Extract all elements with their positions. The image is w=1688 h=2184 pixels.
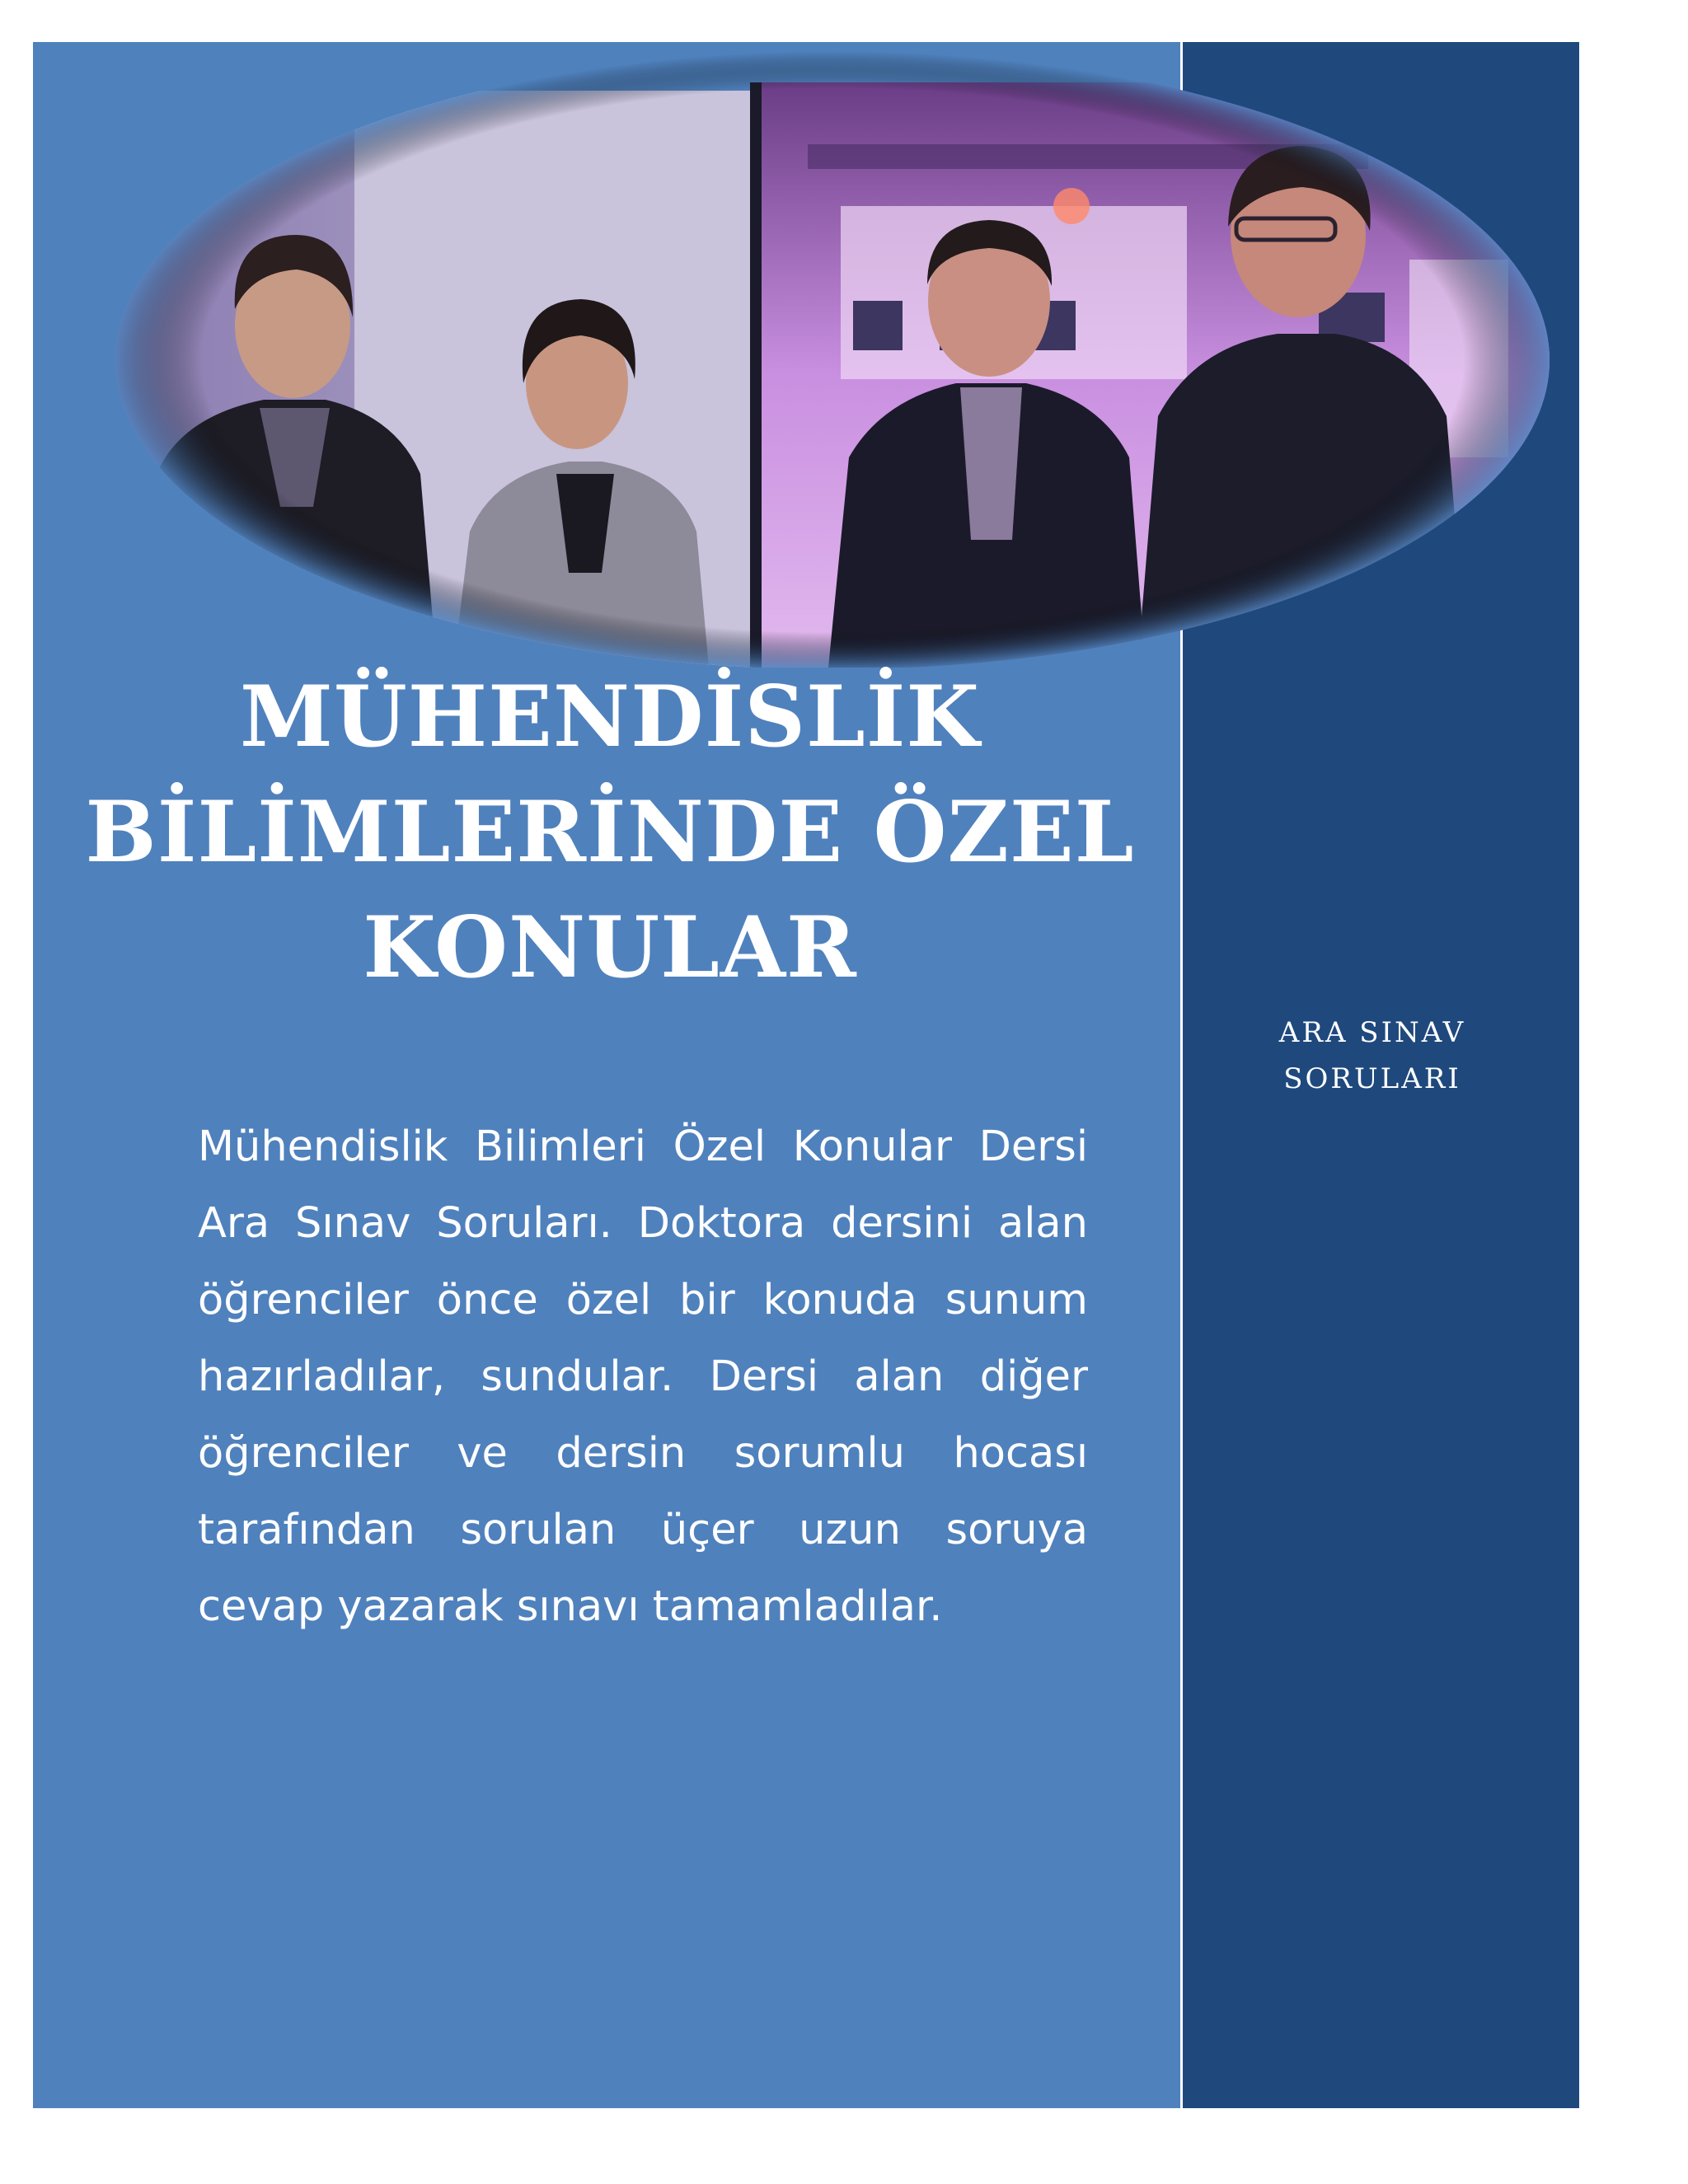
- document-title: MÜHENDİSLİK BİLİMLERİNDE ÖZEL KONULAR: [85, 668, 1135, 997]
- document-description: Mühendislik Bilimleri Özel Konular Dersi Ara Sınav Soruları. Doktora dersini alan öğrenciler önce özel bir konuda sunum hazırladılar, sundular. Dersi alan diğer öğrenciler ve dersin sorumlu hocası tarafından sorulan üçer uzun soruya cevap yazarak sınavı tamamladılar.: [198, 1122, 1088, 1631]
- group-photo: [107, 45, 1558, 668]
- side-label: ARA SINAV SORULARI: [1278, 1016, 1466, 1095]
